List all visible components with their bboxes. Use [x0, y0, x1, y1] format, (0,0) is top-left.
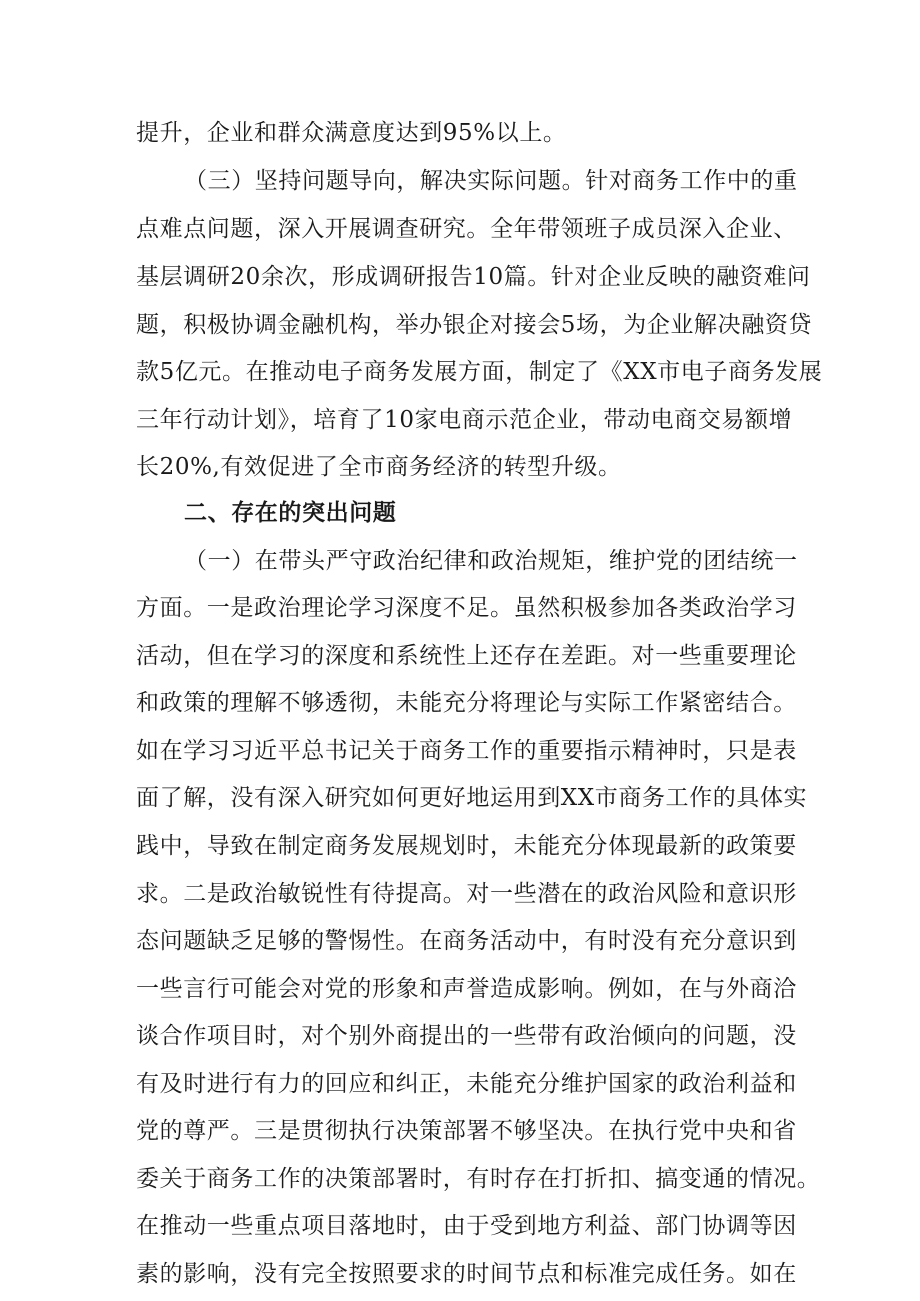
- paragraph-line: 和政策的理解不够透彻，未能充分将理论与实际工作紧密结合。: [136, 690, 797, 716]
- paragraph-line: 谈合作项目时，对个别外商提出的一些带有政治倾向的问题，没: [136, 1023, 797, 1049]
- paragraph-line: 三年行动计划》，培育了10家电商示范企业，带动电商交易额增: [136, 407, 793, 433]
- paragraph-line: 求。二是政治敏锐性有待提高。对一些潜在的政治风险和意识形: [136, 881, 797, 907]
- paragraph-line: 款5亿元。在推动电子商务发展方面，制定了《XX市电子商务发展: [136, 359, 823, 385]
- paragraph-line: 在推动一些重点项目落地时，由于受到地方利益、部门协调等因: [136, 1213, 797, 1239]
- paragraph-line: 委关于商务工作的决策部署时，有时存在打折扣、搞变通的情况。: [136, 1166, 821, 1192]
- paragraph-line: 党的尊严。三是贯彻执行决策部署不够坚决。在执行党中央和省: [136, 1118, 797, 1144]
- paragraph-line: 有及时进行有力的回应和纠正，未能充分维护国家的政治利益和: [136, 1071, 797, 1097]
- paragraph-line: 题，积极协调金融机构，举办银企对接会5场，为企业解决融资贷: [136, 312, 813, 338]
- paragraph-line: 活动，但在学习的深度和系统性上还存在差距。对一些重要理论: [136, 643, 797, 669]
- paragraph-line: 践中，导致在制定商务发展规划时，未能充分体现最新的政策要: [136, 833, 797, 859]
- paragraph-line: 方面。一是政治理论学习深度不足。虽然积极参加各类政治学习: [136, 595, 797, 621]
- section-heading: 二、存在的突出问题: [184, 500, 397, 526]
- paragraph-line: 长20%,有效促进了全市商务经济的转型升级。: [136, 454, 622, 480]
- paragraph-line: （三）坚持问题导向，解决实际问题。针对商务工作中的重: [184, 168, 798, 194]
- paragraph-line: 一些言行可能会对党的形象和声誉造成影响。例如，在与外商洽: [136, 976, 797, 1002]
- paragraph-line: 态问题缺乏足够的警惕性。在商务活动中，有时没有充分意识到: [136, 928, 797, 954]
- paragraph-line: 点难点问题，深入开展调查研究。全年带领班子成员深入企业、: [136, 216, 797, 242]
- paragraph-line: 基层调研20余次，形成调研报告10篇。针对企业反映的融资难问: [136, 264, 811, 290]
- paragraph-line: 素的影响，没有完全按照要求的时间节点和标准完成任务。如在: [136, 1261, 797, 1287]
- paragraph-line: 如在学习习近平总书记关于商务工作的重要指示精神时，只是表: [136, 738, 797, 764]
- paragraph-line: （一）在带头严守政治纪律和政治规矩，维护党的团结统一: [184, 548, 798, 574]
- paragraph-line: 面了解，没有深入研究如何更好地运用到XX市商务工作的具体实: [136, 785, 808, 811]
- paragraph-line: 提升，企业和群众满意度达到95%以上。: [136, 120, 567, 146]
